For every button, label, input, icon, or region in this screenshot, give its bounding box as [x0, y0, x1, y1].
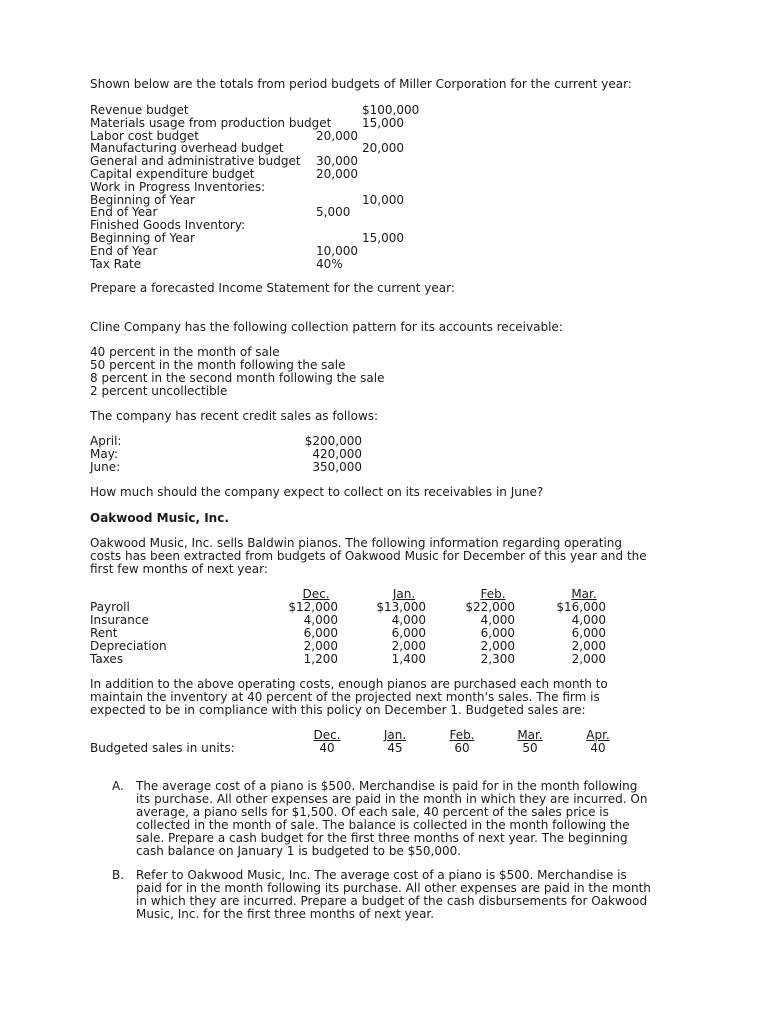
- sales-month: June:: [90, 460, 121, 474]
- cost-row-label: Payroll: [90, 600, 130, 614]
- pattern-line: 2 percent uncollectible: [90, 384, 228, 398]
- sales-amount: 420,000: [312, 447, 362, 461]
- oakwood-heading: Oakwood Music, Inc.: [90, 511, 229, 525]
- budget-label: Beginning of Year: [90, 231, 195, 245]
- pattern-line: 8 percent in the second month following the sale: [90, 371, 385, 385]
- cost-cell: 1,200: [303, 652, 338, 666]
- cost-column-header: Jan.: [392, 587, 416, 601]
- cost-column-header: Feb.: [480, 587, 506, 601]
- question-line: sale. Prepare a cash budget for the first three months of next year. The beginning: [136, 831, 628, 845]
- budget-label: Finished Goods Inventory:: [90, 218, 246, 233]
- question-line: cash balance on January 1 is budgeted to be $50,000.: [136, 844, 462, 858]
- budget-label: Work in Progress Inventories:: [90, 179, 266, 194]
- question-marker: A.: [112, 779, 124, 793]
- question-line: its purchase. All other expenses are paid in the month in which they are incurred. On: [136, 792, 648, 806]
- budget-value-col1: 20,000: [316, 128, 358, 143]
- question-line: average, a piano sells for $1,500. Of each sale, 40 percent of the sales price is: [136, 805, 609, 819]
- question-line: Music, Inc. for the first three months of next year.: [136, 907, 435, 921]
- budget-label: Revenue budget: [90, 103, 189, 117]
- cost-cell: 2,000: [571, 639, 606, 653]
- intro-line: Oakwood Music, Inc. sells Baldwin pianos. The following information regarding operating: [90, 536, 623, 550]
- policy-line: In addition to the above operating costs, enough pianos are purchased each month to: [90, 677, 608, 691]
- question-line: collected in the month of sale. The balance is collected in the month following the: [136, 818, 630, 832]
- cost-cell: 4,000: [571, 613, 606, 627]
- budget-label: End of Year: [90, 205, 158, 220]
- sales-column-header: Mar.: [517, 728, 543, 742]
- cost-cell: 2,000: [303, 639, 338, 653]
- budget-value-col1: 30,000: [316, 154, 358, 169]
- budget-label: General and administrative budget: [90, 154, 301, 169]
- budget-label: Capital expenditure budget: [90, 167, 255, 181]
- budget-value-col1: 5,000: [316, 205, 351, 220]
- sales-amount: 350,000: [312, 460, 362, 474]
- policy-line: maintain the inventory at 40 percent of the projected next month's sales. The firm is: [90, 690, 600, 704]
- sales-amount: $200,000: [304, 434, 362, 448]
- budget-value-col2: 15,000: [362, 115, 404, 130]
- miller-question: Prepare a forecasted Income Statement for the current year:: [90, 281, 455, 295]
- sales-cell: 40: [319, 741, 335, 755]
- cost-cell: $13,000: [376, 600, 426, 614]
- sales-month: May:: [90, 447, 118, 461]
- cline-question: How much should the company expect to collect on its receivables in June?: [90, 485, 544, 499]
- cost-row-label: Taxes: [90, 652, 124, 666]
- sales-column-header: Dec.: [313, 728, 341, 742]
- sales-row-label: Budgeted sales in units:: [90, 741, 235, 755]
- cost-cell: 6,000: [480, 626, 515, 640]
- sales-column-header: Apr.: [586, 728, 610, 742]
- cline-intro: Cline Company has the following collection pattern for its accounts receivable:: [90, 320, 563, 334]
- budget-label: Labor cost budget: [90, 128, 200, 143]
- cost-cell: 4,000: [303, 613, 338, 627]
- budget-label: Materials usage from production budget: [90, 115, 332, 130]
- cost-cell: 2,000: [480, 639, 515, 653]
- cost-cell: 2,000: [391, 639, 426, 653]
- cost-cell: $16,000: [556, 600, 606, 614]
- question-line: paid for in the month following its purchase. All other expenses are paid in the month: [136, 881, 651, 895]
- question-marker: B.: [112, 868, 125, 882]
- question-line: The average cost of a piano is $500. Merchandise is paid for in the month following: [136, 779, 638, 793]
- budget-value-col2: 15,000: [362, 231, 404, 245]
- cost-cell: 4,000: [480, 613, 515, 627]
- cost-cell: 6,000: [303, 626, 338, 640]
- sales-column-header: Jan.: [383, 728, 407, 742]
- cost-cell: 6,000: [571, 626, 606, 640]
- budget-value-col1: 40%: [316, 256, 343, 271]
- budget-label: Manufacturing overhead budget: [90, 141, 284, 156]
- question-line: in which they are incurred. Prepare a budget of the cash disbursements for Oakwood: [136, 894, 648, 908]
- cost-row-label: Depreciation: [90, 639, 167, 653]
- intro-line: first few months of next year:: [90, 562, 268, 576]
- policy-line: expected to be in compliance with this policy on December 1. Budgeted sales are:: [90, 703, 586, 717]
- sales-cell: 50: [522, 741, 538, 755]
- cost-column-header: Mar.: [571, 587, 597, 601]
- pattern-line: 50 percent in the month following the sale: [90, 358, 346, 372]
- cost-cell: 1,400: [391, 652, 426, 666]
- intro-line: costs has been extracted from budgets of Oakwood Music for December of this year and the: [90, 549, 647, 563]
- budget-value-col1: 20,000: [316, 167, 358, 181]
- cost-row-label: Rent: [90, 626, 118, 640]
- budget-value-col2: $100,000: [362, 103, 420, 117]
- budget-value-col2: 10,000: [362, 192, 404, 207]
- cost-cell: 6,000: [391, 626, 426, 640]
- cost-cell: 2,300: [480, 652, 515, 666]
- pattern-line: 40 percent in the month of sale: [90, 345, 280, 359]
- budget-label: End of Year: [90, 243, 158, 258]
- budget-label: Beginning of Year: [90, 192, 195, 207]
- cline-sales-intro: The company has recent credit sales as follows:: [90, 409, 379, 423]
- sales-cell: 45: [387, 741, 403, 755]
- sales-month: April:: [90, 434, 122, 448]
- sales-column-header: Feb.: [449, 728, 475, 742]
- budget-label: Tax Rate: [90, 256, 142, 271]
- sales-cell: 60: [454, 741, 470, 755]
- cost-cell: $12,000: [288, 600, 338, 614]
- sales-cell: 40: [590, 741, 606, 755]
- cost-row-label: Insurance: [90, 613, 149, 627]
- cost-column-header: Dec.: [302, 587, 330, 601]
- budget-value-col2: 20,000: [362, 141, 404, 156]
- question-line: Refer to Oakwood Music, Inc. The average cost of a piano is $500. Merchandise is: [136, 868, 627, 882]
- cost-cell: 2,000: [571, 652, 606, 666]
- budget-value-col1: 10,000: [316, 243, 358, 258]
- cost-cell: $22,000: [465, 600, 515, 614]
- miller-intro: Shown below are the totals from period budgets of Miller Corporation for the current year:: [90, 77, 632, 91]
- cost-cell: 4,000: [391, 613, 426, 627]
